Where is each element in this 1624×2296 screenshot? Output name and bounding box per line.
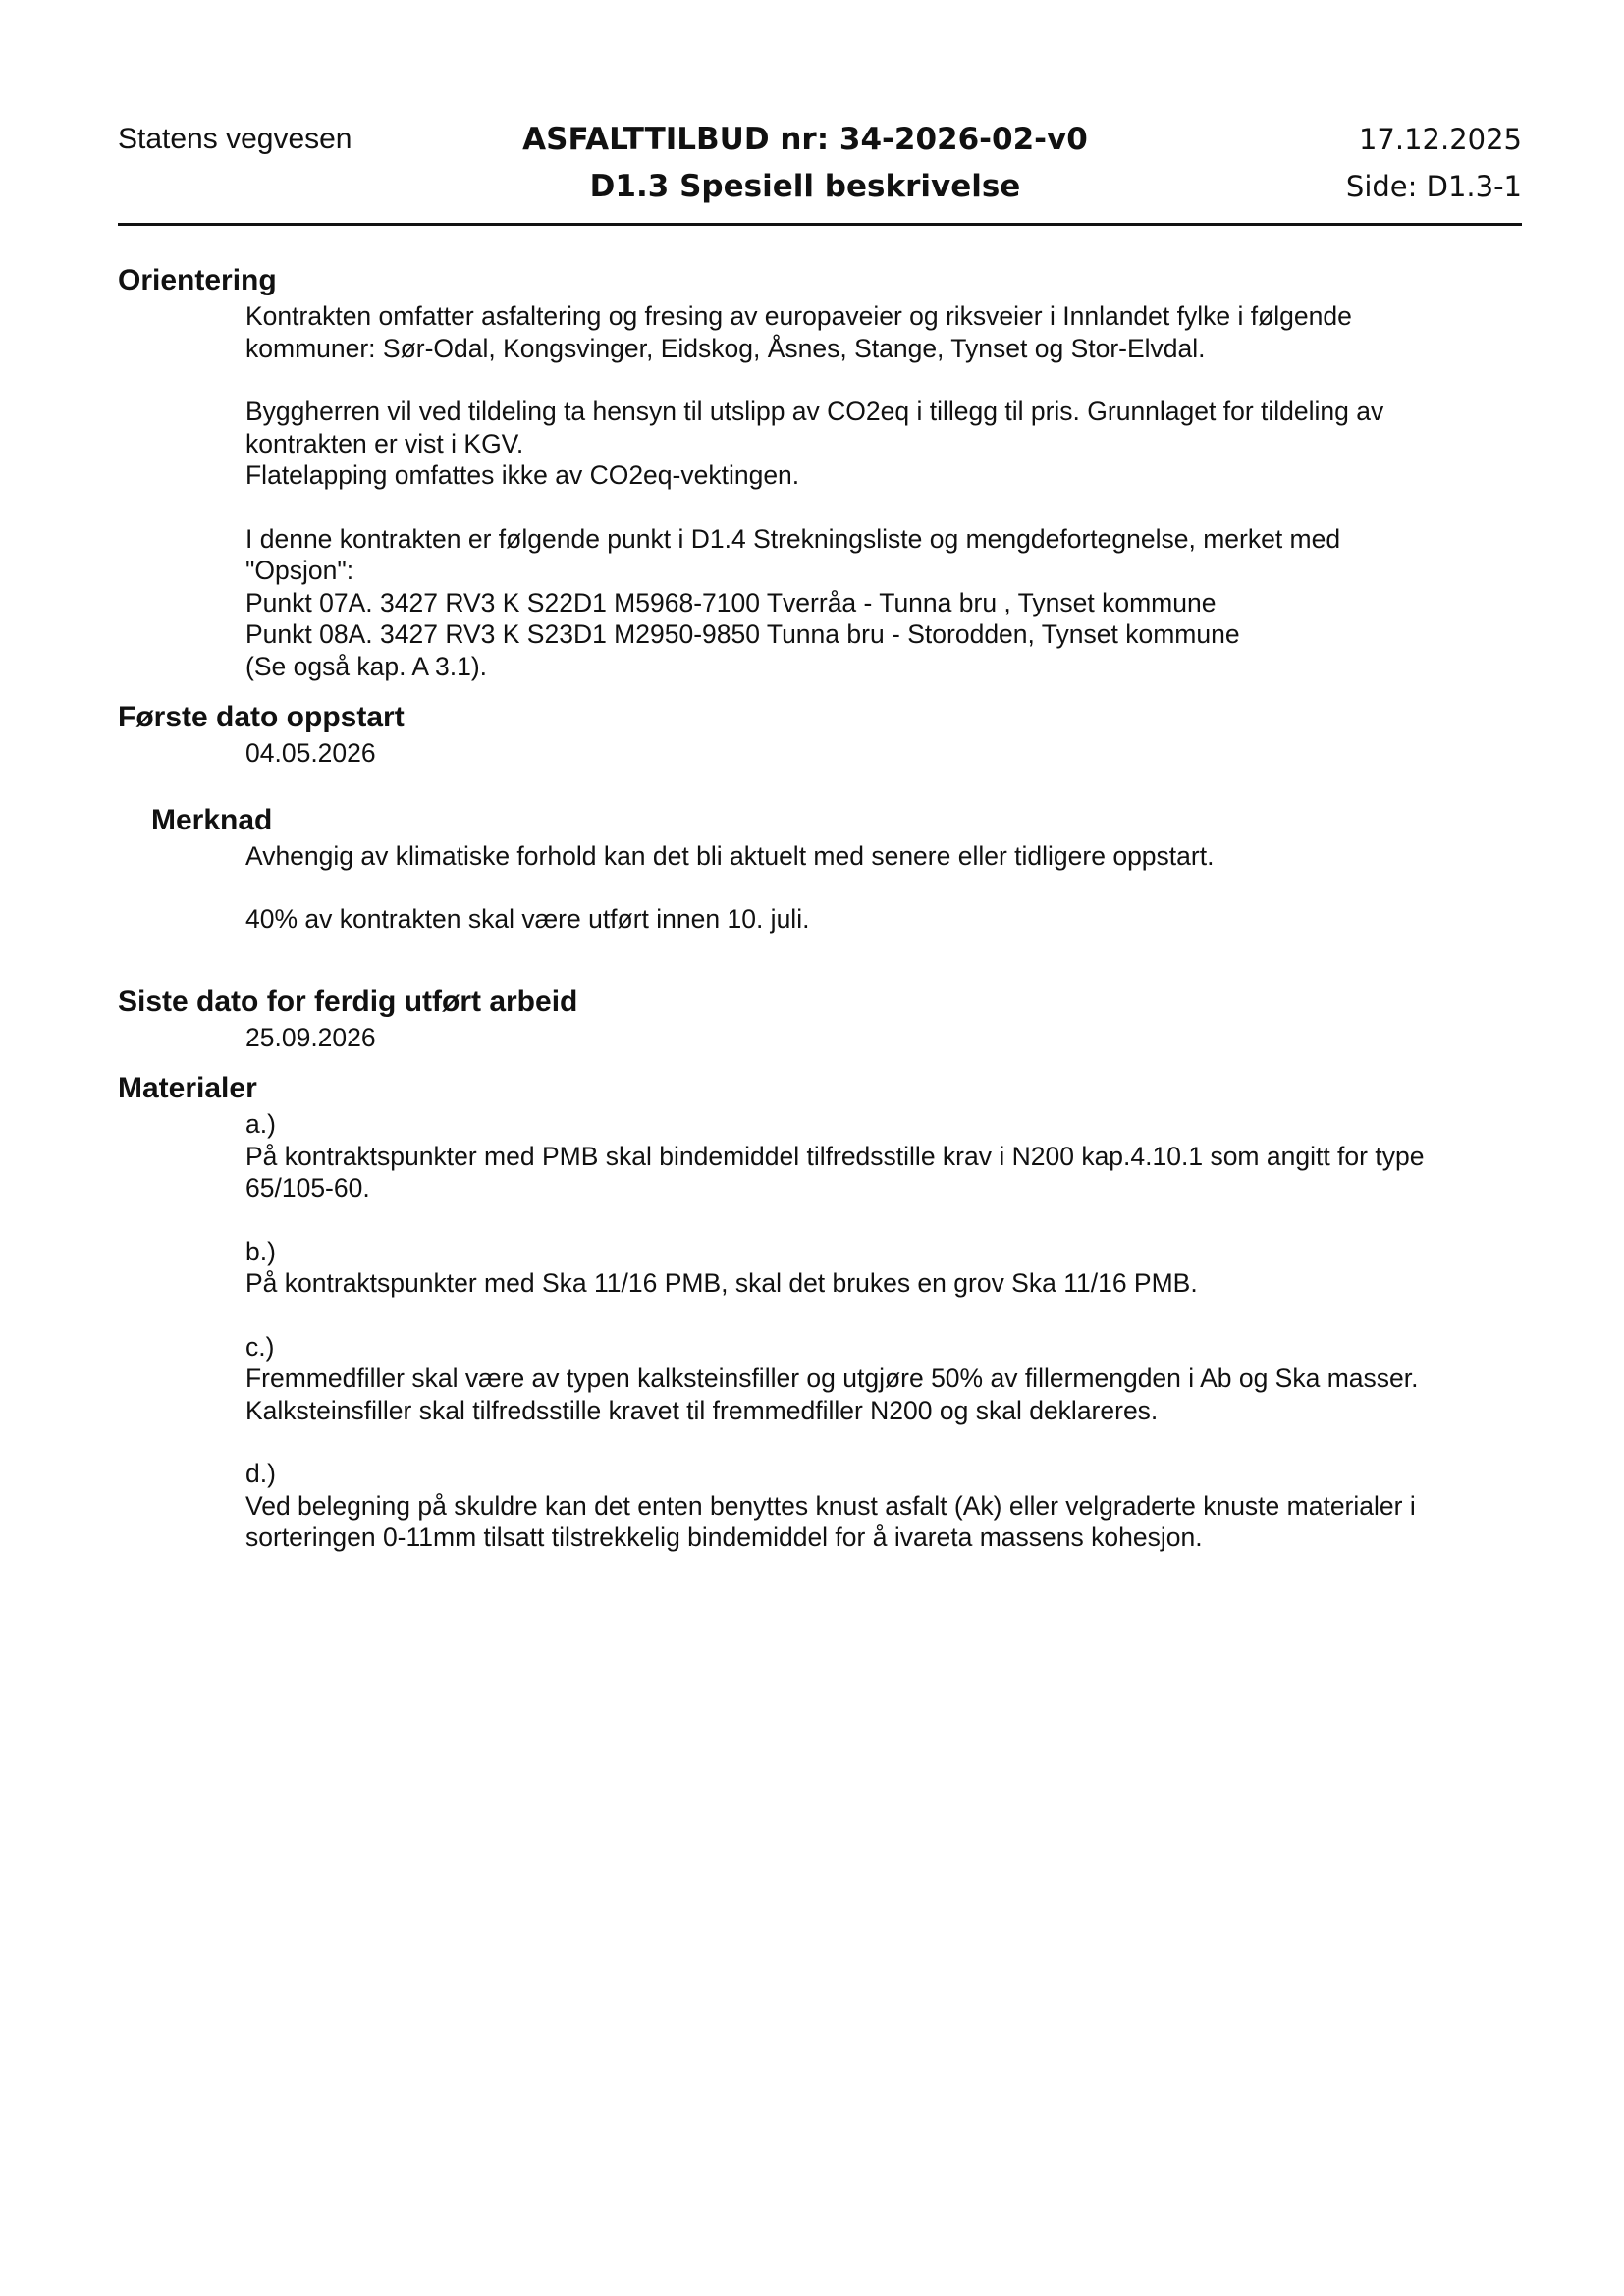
paragraph-line: Flatelapping omfattes ikke av CO2eq-vektingen. [245, 460, 800, 490]
material-item-d [245, 1458, 1522, 1554]
section-body [245, 840, 1522, 935]
paragraph-line: 65/105-60. [245, 1173, 370, 1202]
section-body [245, 737, 1522, 770]
header-subtitle: D1.3 Spesiell beskrivelse [589, 169, 1021, 204]
subsection-heading: Merknad [151, 803, 273, 836]
paragraph-line: kommuner: Sør-Odal, Kongsvinger, Eidskog, Åsnes, Stange, Tynset og Stor-Elvdal. [245, 333, 1206, 363]
paragraph-line: På kontraktspunkter med PMB skal bindemiddel tilfredsstille krav i N200 kap.4.10.1 som angitt for type [245, 1141, 1425, 1171]
item-label: b.) [245, 1236, 276, 1266]
section-forste-dato-oppstart [118, 698, 1522, 770]
paragraph-line: sorteringen 0-11mm tilsatt tilstrekkelig bindemiddel for å ivareta massens kohesjon. [245, 1522, 1203, 1552]
document-content [118, 261, 1522, 1554]
paragraph-line: Punkt 07A. 3427 RV3 K S22D1 M5968-7100 Tverråa - Tunna bru , Tynset kommune [245, 587, 1217, 617]
section-heading: Materialer [118, 1072, 257, 1104]
header-title: ASFALTTILBUD nr: 34-2026-02-v0 [522, 122, 1088, 157]
section-heading: Siste dato for ferdig utført arbeid [118, 985, 578, 1018]
paragraph-line: "Opsjon": [245, 556, 354, 585]
paragraph-line: Avhengig av klimatiske forhold kan det bli aktuelt med senere eller tidligere oppstart. [245, 840, 1215, 871]
paragraph-line: På kontraktspunkter med Ska 11/16 PMB, skal det brukes en grov Ska 11/16 PMB. [245, 1268, 1198, 1298]
section-merknad [118, 801, 1522, 935]
date-value: 25.09.2026 [245, 1022, 376, 1052]
section-body [245, 300, 1522, 682]
paragraph-line: 40% av kontrakten skal være utført innen 10. juli. [245, 904, 810, 934]
paragraph-line: Kontrakten omfatter asfaltering og fresing av europaveier og riksveier i Innlandet fylke i følgende [245, 301, 1352, 331]
material-item-a [245, 1108, 1522, 1204]
paragraph-line: Kalksteinsfiller skal tilfredsstille kravet til fremmedfiller N200 og skal deklareres. [245, 1395, 1159, 1425]
section-body [245, 1108, 1522, 1554]
header-date: 17.12.2025 [1358, 123, 1522, 156]
item-label: d.) [245, 1459, 276, 1488]
material-item-b [245, 1236, 1522, 1300]
header-page-number: Side: D1.3-1 [1345, 170, 1522, 203]
section-body [245, 1022, 1522, 1054]
section-materialer [118, 1069, 1522, 1554]
section-siste-dato [118, 983, 1522, 1054]
section-heading: Første dato oppstart [118, 701, 405, 733]
item-label: a.) [245, 1109, 276, 1139]
material-item-c [245, 1331, 1522, 1427]
section-orientering [118, 261, 1522, 682]
paragraph-line: Punkt 08A. 3427 RV3 K S23D1 M2950-9850 Tunna bru - Storodden, Tynset kommune [245, 619, 1240, 649]
header-divider [118, 223, 1522, 226]
header-meta [1346, 116, 1522, 210]
paragraph-line: Ved belegning på skuldre kan det enten benyttes knust asfalt (Ak) eller velgraderte knuste materialer i [245, 1490, 1416, 1521]
paragraph-line: I denne kontrakten er følgende punkt i D1.4 Strekningsliste og mengdefortegnelse, merket med [245, 523, 1341, 554]
paragraph-line: Byggherren vil ved tildeling ta hensyn til utslipp av CO2eq i tillegg til pris. Grunnlaget for tildeling av [245, 397, 1384, 426]
page-header [118, 116, 1522, 224]
paragraph-line: kontrakten er vist i KGV. [245, 428, 524, 458]
header-organization: Statens vegvesen [118, 123, 352, 155]
item-label: c.) [245, 1331, 275, 1362]
paragraph-line: (Se også kap. A 3.1). [245, 651, 488, 681]
section-heading: Orientering [118, 264, 277, 296]
header-title-block [412, 116, 1198, 210]
paragraph-line: Fremmedfiller skal være av typen kalksteinsfiller og utgjøre 50% av fillermengden i Ab og Ska masser. [245, 1363, 1419, 1393]
date-value: 04.05.2026 [245, 738, 376, 768]
